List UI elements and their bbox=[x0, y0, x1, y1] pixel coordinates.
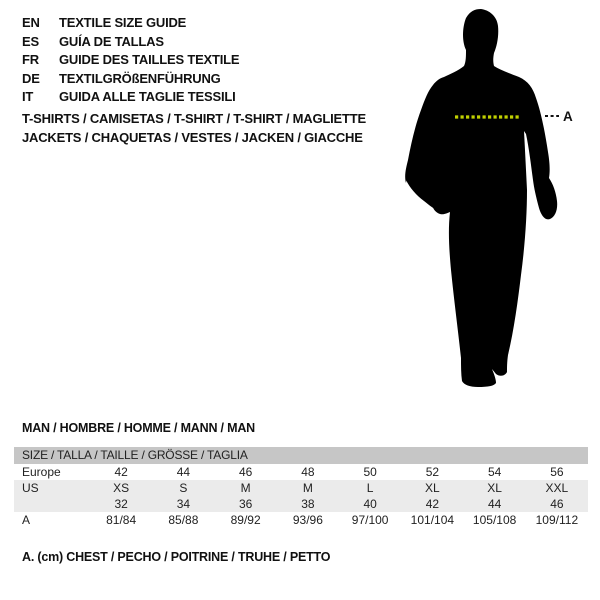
language-text: GUÍA DE TALLAS bbox=[59, 33, 164, 49]
category-line: JACKETS / CHAQUETAS / VESTES / JACKEN / GIACCHE bbox=[22, 130, 363, 145]
language-code: DE bbox=[22, 70, 40, 86]
size-cell: 54 bbox=[487, 465, 502, 479]
size-cell: S bbox=[179, 481, 188, 495]
language-row bbox=[22, 33, 239, 52]
row-label: A bbox=[22, 513, 31, 527]
table-row bbox=[14, 512, 588, 528]
table-row bbox=[14, 480, 588, 496]
size-cell: 38 bbox=[301, 497, 315, 511]
measure-label-a: A bbox=[563, 109, 573, 124]
table-row bbox=[14, 496, 588, 512]
size-cell: 48 bbox=[301, 465, 315, 479]
row-label bbox=[14, 496, 90, 512]
size-cell: 40 bbox=[363, 497, 377, 511]
size-cell: 36 bbox=[238, 497, 253, 511]
language-row bbox=[22, 88, 239, 107]
section-title-man: MAN / HOMBRE / HOMME / MANN / MAN bbox=[22, 421, 255, 435]
man-silhouette-figure bbox=[400, 4, 575, 394]
language-code: FR bbox=[22, 52, 39, 68]
size-cell: 93/96 bbox=[292, 513, 323, 527]
size-cell: 56 bbox=[550, 465, 564, 479]
language-text: TEXTILGRÖßENFÜHRUNG bbox=[59, 70, 221, 86]
language-row bbox=[22, 14, 239, 33]
size-cell: 81/84 bbox=[106, 513, 137, 527]
size-table-header: SIZE / TALLA / TAILLE / GRÖSSE / TAGLIA bbox=[14, 447, 588, 464]
size-cell: 105/108 bbox=[472, 513, 517, 527]
size-cell: 34 bbox=[176, 497, 191, 511]
size-cell: XXL bbox=[545, 481, 569, 495]
size-cell: M bbox=[302, 481, 313, 495]
size-cell: 89/92 bbox=[230, 513, 261, 527]
size-cell: XL bbox=[487, 481, 502, 495]
size-cell: XS bbox=[113, 481, 130, 495]
size-cell: 109/112 bbox=[535, 513, 579, 527]
size-cell: 50 bbox=[363, 465, 377, 479]
size-cell: 46 bbox=[238, 465, 253, 479]
language-text: TEXTILE SIZE GUIDE bbox=[59, 15, 187, 30]
category-line: T-SHIRTS / CAMISETAS / T-SHIRT / T-SHIRT / MAGLIETTE bbox=[22, 111, 366, 126]
table-row bbox=[14, 464, 588, 480]
language-code: IT bbox=[22, 89, 34, 105]
size-cell: 46 bbox=[550, 497, 564, 511]
size-cell: 42 bbox=[114, 465, 128, 479]
size-cell: XL bbox=[425, 481, 440, 495]
size-cell: 44 bbox=[487, 497, 502, 511]
size-cell: 101/104 bbox=[410, 513, 455, 527]
size-cell: 32 bbox=[114, 497, 128, 511]
size-cell: 44 bbox=[176, 465, 191, 479]
language-list bbox=[22, 14, 239, 107]
size-cell: 97/100 bbox=[351, 513, 389, 527]
language-code: EN bbox=[22, 15, 40, 30]
size-cell: M bbox=[240, 481, 251, 495]
language-row bbox=[22, 70, 239, 89]
size-table-body bbox=[14, 464, 588, 528]
size-table bbox=[14, 447, 588, 528]
language-code: ES bbox=[22, 33, 39, 49]
category-list bbox=[22, 109, 366, 147]
size-cell: 42 bbox=[425, 497, 440, 511]
measurement-footnote: A. (cm) CHEST / PECHO / POITRINE / TRUHE / PETTO bbox=[22, 550, 331, 564]
row-label: US bbox=[22, 481, 39, 495]
size-cell: L bbox=[366, 481, 374, 495]
language-text: GUIDA ALLE TAGLIE TESSILI bbox=[59, 89, 236, 105]
size-cell: 85/88 bbox=[168, 513, 199, 527]
row-label: Europe bbox=[22, 465, 61, 479]
language-text: GUIDE DES TAILLES TEXTILE bbox=[59, 52, 240, 68]
size-cell: 52 bbox=[425, 465, 440, 479]
language-row bbox=[22, 51, 239, 70]
